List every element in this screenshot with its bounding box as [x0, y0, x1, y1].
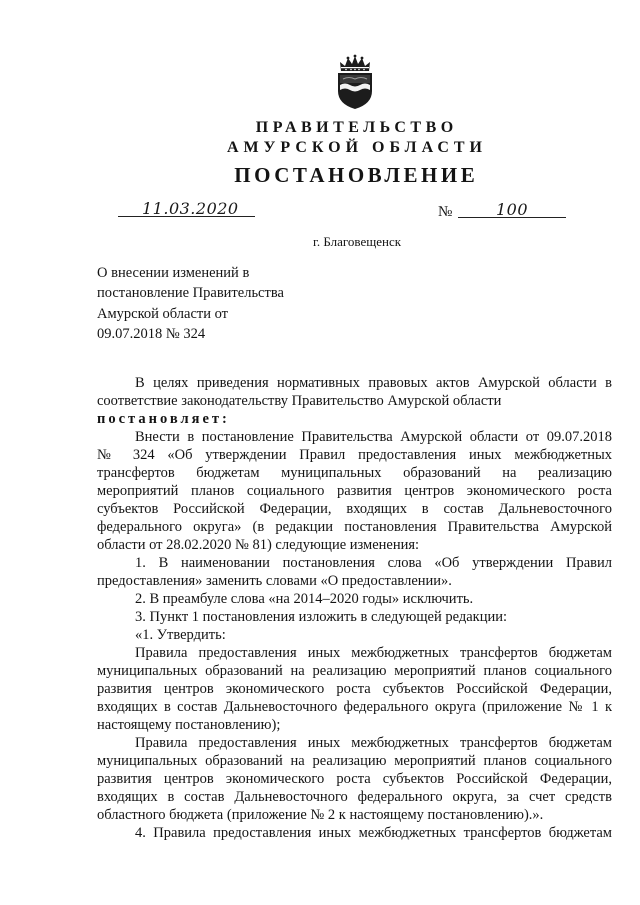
document-type-title: ПОСТАНОВЛЕНИЕ: [234, 163, 479, 187]
coat-of-arms-emblem: [331, 54, 379, 110]
body-line: соответствие законодательству Правительство Амурской области: [97, 393, 502, 409]
body-line: Внести в постановление Правительства Амурской области от 09.07.2018: [135, 429, 612, 445]
document-body: [97, 374, 612, 842]
body-line: входящих в состав Дальневосточного федерального округа, за счет средств: [97, 789, 612, 805]
subject-line: постановление Правительства: [97, 285, 284, 302]
city-name: г. Благовещенск: [312, 234, 402, 249]
document-subject: [97, 263, 397, 344]
body-line: «1. Утвердить:: [135, 627, 226, 643]
body-line: мероприятий планов социального развития центров экономического роста: [97, 483, 612, 499]
subject-line: Амурской области от: [97, 305, 229, 322]
body-line: муниципальных образований на реализацию мероприятий планов социального: [97, 753, 612, 769]
body-line: 2. В преамбуле слова «на 2014–2020 годы» исключить.: [135, 591, 474, 607]
body-line: развития центров экономического роста субъектов Российской Федерации,: [97, 771, 612, 787]
subject-line: О внесении изменений в: [97, 265, 250, 281]
government-title: ПРАВИТЕЛЬСТВО: [255, 119, 458, 136]
body-line: федерального округа» (в редакции постановления Правительства Амурской: [97, 519, 612, 535]
body-line: предоставления» заменить словами «О предоставлении».: [97, 573, 452, 589]
body-line: 4. Правила предоставления иных межбюджетных трансфертов бюджетам: [135, 825, 612, 841]
body-line: трансфертов бюджетам муниципальных образований на реализацию: [97, 465, 612, 481]
document-date: 11.03.2020: [142, 199, 239, 218]
body-line: № 324 «Об утверждении Правил предоставления иных межбюджетных: [97, 447, 612, 463]
subject-line: 09.07.2018 № 324: [97, 325, 206, 342]
document-number: 100: [496, 200, 529, 219]
body-line: муниципальных образований на реализацию мероприятий планов социального: [97, 663, 612, 679]
resolution-keyword: постановляет:: [97, 411, 230, 427]
body-line: 3. Пункт 1 постановления изложить в следующей редакции:: [135, 609, 508, 625]
body-line: настоящему постановлению);: [97, 717, 281, 733]
region-title: АМУРСКОЙ ОБЛАСТИ: [227, 139, 487, 156]
body-line: В целях приведения нормативных правовых актов Амурской области в: [135, 375, 612, 391]
body-line: развития центров экономического роста субъектов Российской Федерации,: [97, 681, 612, 697]
body-line: областного бюджета (приложение № 2 к настоящему постановлению).».: [97, 807, 544, 823]
number-sign: №: [438, 204, 453, 220]
body-line: Правила предоставления иных межбюджетных трансфертов бюджетам: [135, 735, 612, 751]
body-line: Правила предоставления иных межбюджетных трансфертов бюджетам: [135, 645, 612, 661]
body-line: 1. В наименовании постановления слова «Об утверждении Правил: [135, 555, 612, 571]
body-line: субъектов Российской Федерации, входящих в состав Дальневосточного: [97, 501, 612, 517]
body-line: входящих в состав Дальневосточного федерального округа (приложение № 1 к: [97, 699, 612, 715]
body-line: области от 28.02.2020 № 81) следующие изменения:: [97, 537, 420, 553]
